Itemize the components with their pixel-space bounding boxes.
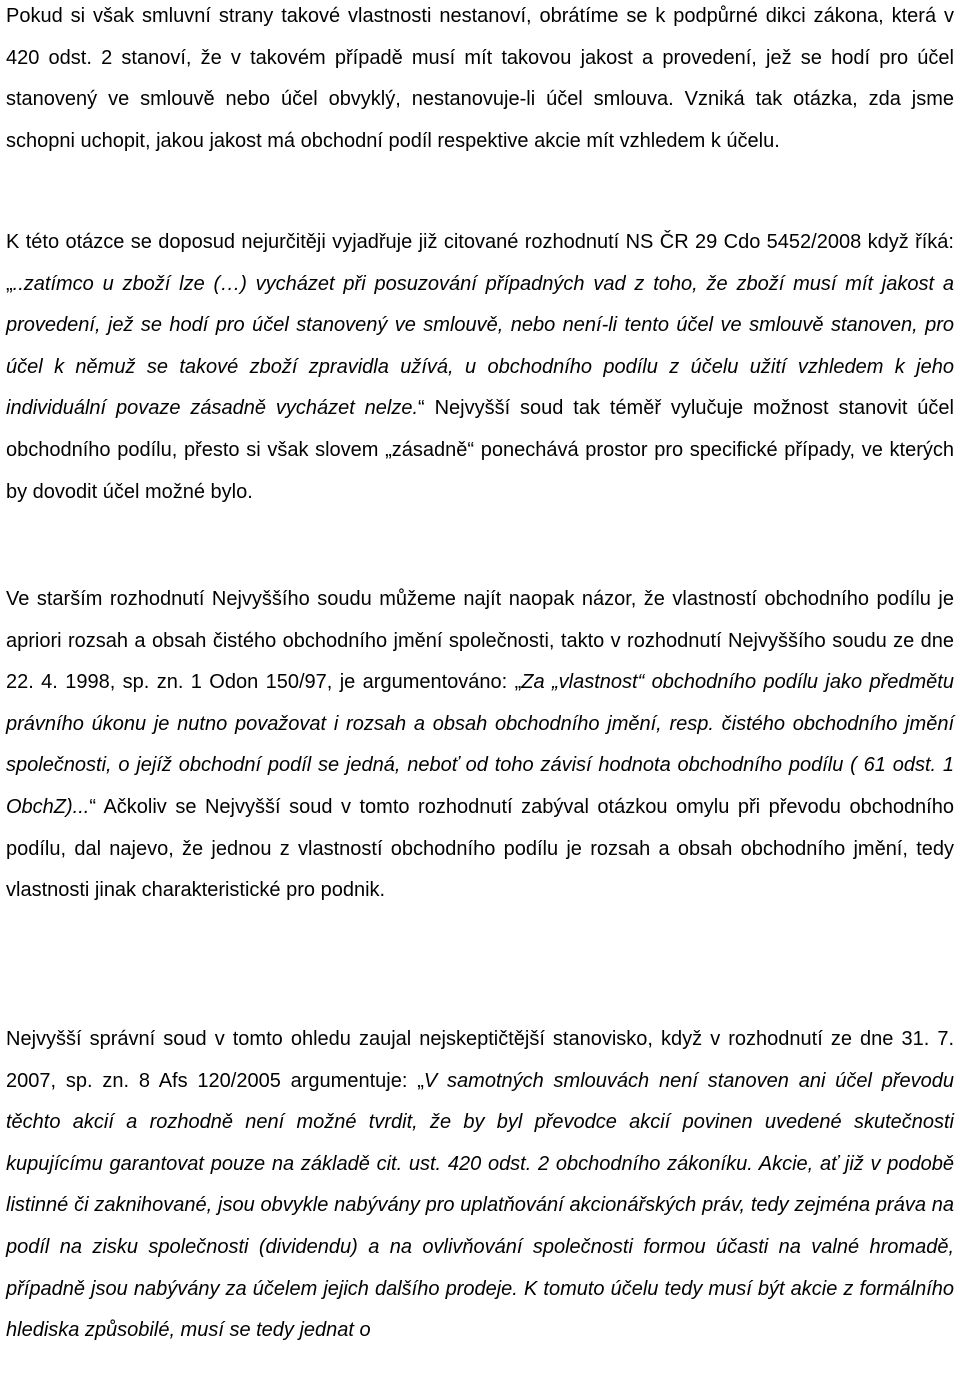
paragraph-4	[6, 1019, 954, 1352]
paragraph-2-commentary: “ Nejvyšší soud tak téměř vylučuje možnost stanovit účel obchodního podílu, přesto si však slovem „zásadně“ ponechává prostor pro specifické případy, ve kterých by dovodit účel možné bylo.	[6, 397, 954, 503]
paragraph-2-intro: K této otázce se doposud nejurčitěji vyjadřuje již citované rozhodnutí NS ČR 29 Cdo 5452/2008 když říká: „	[6, 231, 954, 295]
paragraph-1	[6, 0, 954, 162]
paragraph-2-quote: ..zatímco u zboží lze (…) vycházet při posuzování případných vad z toho, že zboží musí mít jakost a provedení, jež se hodí pro účel stanovený ve smlouvě, nebo není-li tento účel ve smlouvě stanoven, pro účel k němuž se takové zboží zpravidla užívá, u obchodního podílu z účelu užití vzhledem k jeho individuální povaze zásadně vycházet nelze.	[6, 272, 954, 420]
paragraph-3	[6, 579, 954, 912]
paragraph-3-commentary: “ Ačkoliv se Nejvyšší soud v tomto rozhodnutí zabýval otázkou omylu při převodu obchodního podílu, dal najevo, že jednou z vlastností obchodního podílu je rozsah a obsah obchodního jmění, tedy vlastnosti jinak charakteristické pro podnik.	[6, 795, 954, 902]
paragraph-3-quote: Za „vlastnost“ obchodního podílu jako předmětu právního úkonu je nutno považovat i rozsah a obsah obchodního jmění, resp. čistého obchodního jmění společnosti, o jejíž obchodní podíl se jedná, neboť od toho závisí hodnota obchodního podílu ( 61 odst. 1 ObchZ)...	[6, 671, 954, 818]
paragraph-1-text: Pokud si však smluvní strany takové vlastnosti nestanoví, obrátíme se k podpůrné dikci zákona, která v 420 odst. 2 stanoví, že v takovém případě musí mít takovou jakost a provedení, jež se hodí pro účel stanovený ve smlouvě nebo účel obvyklý, nestanovuje-li účel smlouva. Vzniká tak otázka, zda jsme schopni uchopit, jakou jakost má obchodní podíl respektive akcie mít vzhledem k účelu.	[6, 5, 954, 152]
paragraph-4-intro: Nejvyšší správní soud v tomto ohledu zaujal nejskeptičtější stanovisko, když v rozhodnutí ze dne 31. 7. 2007, sp. zn. 8 Afs 120/2005 argumentuje: „	[6, 1028, 954, 1092]
paragraph-2	[6, 222, 954, 513]
paragraph-4-quote: V samotných smlouvách není stanoven ani účel převodu těchto akcií a rozhodně není možné tvrdit, že by byl převodce akcií povinen uvedené skutečnosti kupujícímu garantovat pouze na základě cit. ust. 420 odst. 2 obchodního zákoníku. Akcie, ať již v podobě listinné či zaknihované, jsou obvykle nabývány pro uplatňování akcionářských práv, tedy zejména práva na podíl na zisku společnosti (dividendu) a na ovlivňování společnosti formou účasti na valné hromadě, případně jsou nabývány za účelem jejich dalšího prodeje. K tomuto účelu tedy musí být akcie z formálního hlediska způsobilé, musí se tedy jednat o	[6, 1069, 954, 1342]
paragraph-3-intro: Ve starším rozhodnutí Nejvyššího soudu můžeme najít naopak názor, že vlastností obchodního podílu je apriori rozsah a obsah čistého obchodního jmění společnosti, takto v rozhodnutí Nejvyššího soudu ze dne 22. 4. 1998, sp. zn. 1 Odon 150/97, je argumentováno: „	[6, 588, 954, 694]
